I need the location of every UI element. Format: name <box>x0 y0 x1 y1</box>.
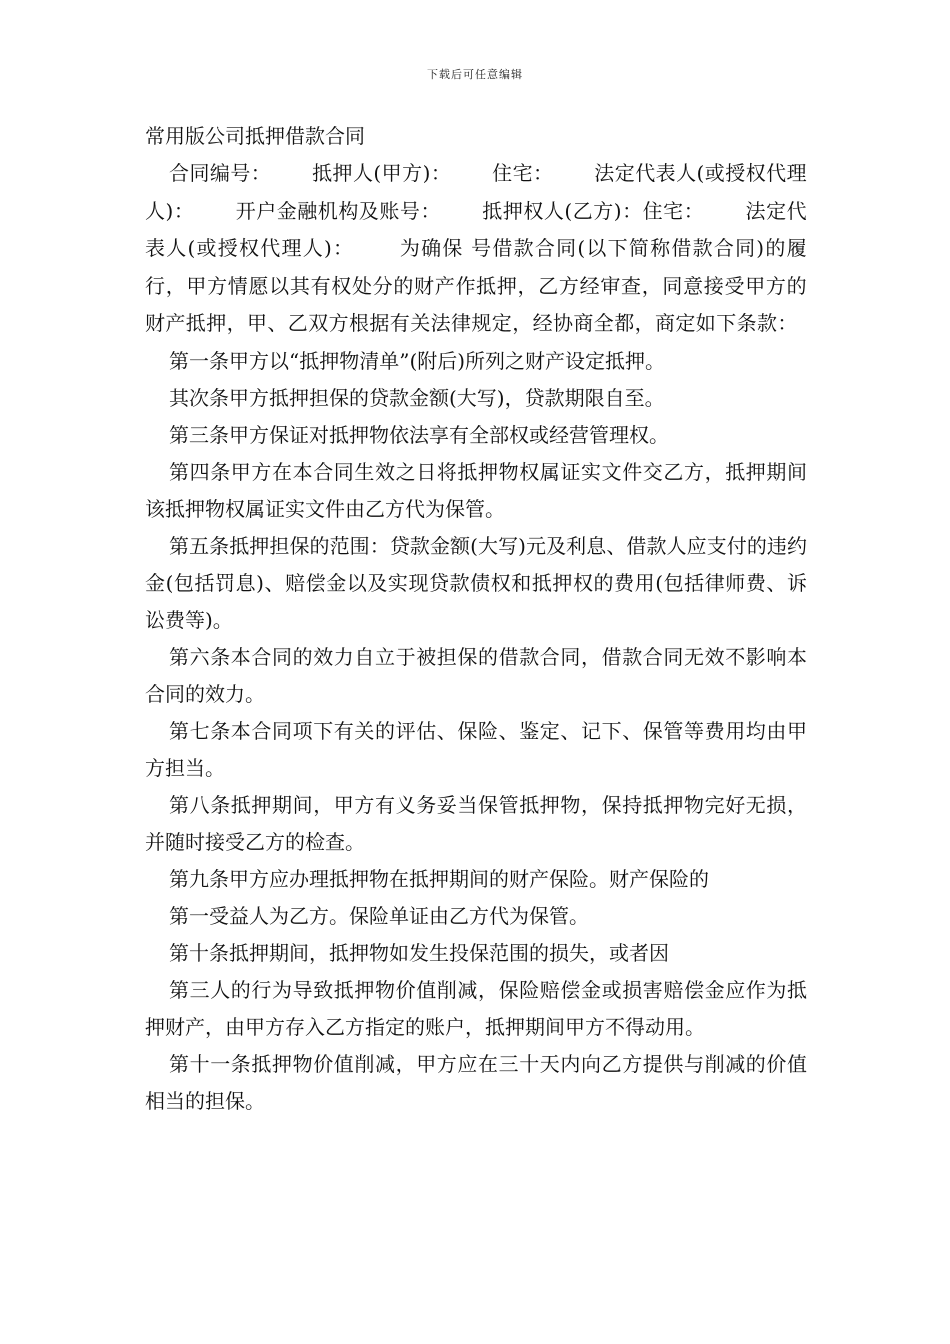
clause-10-part-1: 第十条抵押期间，抵押物如发生投保范围的损失，或者因 <box>169 940 669 965</box>
clause-9-part-1: 第九条甲方应办理抵押物在抵押期间的财产保险。财产保险的 <box>169 866 709 891</box>
clause-8: 第八条抵押期间，甲方有义务妥当保管抵押物，保持抵押物完好无损，并随时接受乙方的检查。 <box>145 792 807 854</box>
document-body <box>145 118 807 1120</box>
clause-11: 第十一条抵押物价值削减，甲方应在三十天内向乙方提供与削减的价值相当的担保。 <box>145 1051 807 1113</box>
clause-1: 第一条甲方以“抵押物清单”(附后)所列之财产设定抵押。 <box>169 348 666 373</box>
header-note: 下载后可任意编辑 <box>427 68 523 81</box>
clause-4: 第四条甲方在本合同生效之日将抵押物权属证实文件交乙方，抵押期间该抵押物权属证实文件由乙方代为保管。 <box>145 459 807 521</box>
document-title: 常用版公司抵押借款合同 <box>145 124 365 148</box>
clause-10-part-2: 第三人的行为导致抵押物价值削减，保险赔偿金或损害赔偿金应作为抵押财产，由甲方存入乙方指定的账户，抵押期间甲方不得动用。 <box>145 977 807 1039</box>
clause-5: 第五条抵押担保的范围：贷款金额(大写)元及利息、借款人应支付的违约金(包括罚息)、赔偿金以及实现贷款债权和抵押权的费用(包括律师费、诉讼费等)。 <box>145 533 807 632</box>
clause-6: 第六条本合同的效力自立于被担保的借款合同，借款合同无效不影响本合同的效力。 <box>145 644 807 706</box>
contract-parties-paragraph: 合同编号： 抵押人(甲方)： 住宅： 法定代表人(或授权代理人)： 开户金融机构及账号： 抵押权人(乙方)：住宅： 法定代表人(或授权代理人)： 为确保 号借款合同(以下简称借款合同)的履行，甲方情愿以其有权处分的财产作抵押，乙方经审查，同意接受甲方的财产抵押，甲、乙双方根据有关法律规定，经协商全都，商定如下条款： <box>145 161 807 335</box>
clause-7: 第七条本合同项下有关的评估、保险、鉴定、记下、保管等费用均由甲方担当。 <box>145 718 807 780</box>
clause-2: 其次条甲方抵押担保的贷款金额(大写)，贷款期限自至。 <box>169 385 665 410</box>
clause-3: 第三条甲方保证对抵押物依法享有全部权或经营管理权。 <box>169 422 669 447</box>
clause-9-part-2: 第一受益人为乙方。保险单证由乙方代为保管。 <box>169 903 589 928</box>
